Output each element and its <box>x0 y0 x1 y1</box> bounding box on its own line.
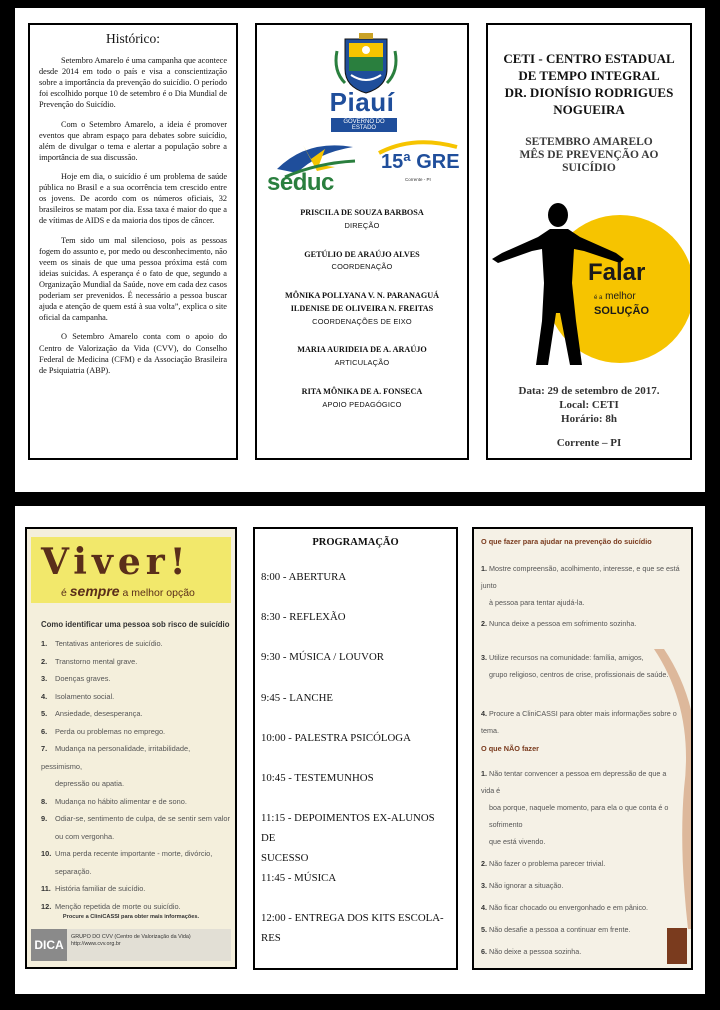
help-heading: O que fazer para ajudar na prevenção do suicídio <box>481 537 652 546</box>
staff-name: RITA MÔNIKA DE A. FONSECA <box>301 386 423 396</box>
dica-bar <box>31 929 231 961</box>
theme-line: SUICÍDIO <box>562 161 616 174</box>
schedule-item: 8:00 - ABERTURA <box>261 571 347 583</box>
list-item: 5. Não desafie a pessoa a continuar em frente. <box>481 925 631 934</box>
corner-decoration <box>667 928 687 964</box>
gre-logo <box>373 137 461 197</box>
theme-line: MÊS DE PREVENÇÃO AO <box>519 148 659 161</box>
dica-label: DICA <box>31 929 67 961</box>
list-item: 3. Utilize recursos na comunidade: família, amigos, <box>481 653 644 662</box>
schedule-item: 9:45 - LANCHE <box>261 691 333 704</box>
list-item: 2. Nunca deixe a pessoa em sofrimento sozinha. <box>481 619 637 628</box>
list-item-continuation: separação. <box>55 866 92 876</box>
staff-role: DIREÇÃO <box>344 220 380 230</box>
melhor-word: melhor <box>605 291 636 302</box>
programacao-panel <box>253 527 458 970</box>
dont-list <box>481 765 681 960</box>
list-item: 7. Mudança na personalidade, irritabilidade, pessimismo, <box>41 744 191 771</box>
brochure-inside <box>15 506 705 994</box>
event-info <box>488 385 690 426</box>
staff-entry <box>257 290 467 327</box>
cover-panel <box>486 23 692 460</box>
staff-role: COORDENAÇÕES DE EIXO <box>312 316 412 326</box>
historico-paragraph: O Setembro Amarelo conta com o apoio do Centro de Valorização da Vida (CVV), do Conselho Federal de Medicina (CFM) e da Associação Brasileira de Psiquiatria (ABP). <box>39 332 227 375</box>
help-list <box>481 649 681 683</box>
historico-paragraph: Tem sido um mal silencioso, pois as pessoas fogem do assunto e, por medo ou desconhecimento, não veem os sinais de que uma pessoa próxima está com ideias suicidas. A esperança é o fato de que, segundo a Organização Mundial da Saúde, nove em cada dez casos poderiam ser prevenidos. É necessário a pessoa buscar ajuda e atenção de quem está à sua volta”, explica o site oficial da campanha. <box>39 235 227 323</box>
staff-role: APOIO PEDAGÓGICO <box>322 399 402 409</box>
list-item-continuation: boa porque, naquele momento, para ela o que conta é o sofrimento <box>489 803 669 829</box>
staff-entry <box>257 386 467 411</box>
viver-title: Viver! <box>41 541 191 583</box>
list-item: 10. Uma perda recente importante - morte, divórcio, <box>41 849 213 858</box>
staff-entry <box>257 207 467 232</box>
event-city: Corrente – PI <box>556 437 622 449</box>
staff-name: ILDENISE DE OLIVEIRA N. FREITAS <box>290 303 434 313</box>
viver-sub-rest: a melhor opção <box>122 587 195 599</box>
seduc-logo-text: seduc <box>267 169 334 196</box>
staff-role: ARTICULAÇÃO <box>334 358 390 368</box>
list-item: 6. Perda ou problemas no emprego. <box>41 726 166 736</box>
piaui-logo-subtitle: GOVERNO DO ESTADO <box>331 118 397 132</box>
gre-location: Corrente - PI <box>405 177 431 182</box>
school-name-line: DR. DIONÍSIO RODRIGUES <box>504 84 674 100</box>
historico-paragraph: Hoje em dia, o suicídio é um problema de saúde pública no Brasil e a sua ocorrência tem crescido entre os jovens. De acordo com os números oficiais, 32 brasileiros se matam por dia. Essa taxa é maior do que a de vítimas de AIDS e da maioria dos tipos de câncer. <box>39 171 227 226</box>
gre-logo-text: 15ª GRE <box>381 151 460 173</box>
list-item-continuation: à pessoa para tentar ajudá-la. <box>489 598 585 607</box>
list-item: 12. Menção repetida de morte ou suicídio. <box>41 901 181 911</box>
school-name-line: DE TEMPO INTEGRAL <box>518 67 660 83</box>
list-item: 2. Transtorno mental grave. <box>41 656 138 666</box>
schedule-item: 10:00 - PALESTRA PSICÓLOGA <box>261 731 411 744</box>
risk-heading: Como identificar uma pessoa sob risco de suicídio <box>41 620 230 629</box>
list-item: 4. Não ficar chocado ou envergonhado e em pânico. <box>481 903 649 912</box>
historico-paragraph: Com o Setembro Amarelo, a ideia é promover eventos que abram espaço para debates sobre suicídio, além de divulgar o tema e alertar a população sobre a importância de sua discussão. <box>39 119 227 162</box>
help-list <box>481 560 681 611</box>
staff-name: PRISCILA DE SOUZA BARBOSA <box>300 208 424 217</box>
list-item: 9. Odiar-se, sentimento de culpa, de se sentir sem valor <box>41 814 230 823</box>
event-time: Horário: 8h <box>561 412 617 425</box>
melhor-text <box>594 291 636 302</box>
coat-of-arms-icon <box>331 31 401 95</box>
event-place: Local: CETI <box>559 398 619 411</box>
help-panel <box>472 527 693 970</box>
staff-entry <box>257 249 467 274</box>
schedule-item: 12:00 - ENTREGA DOS KITS ESCOLA- RES <box>261 912 444 945</box>
list-item: 3. Doenças graves. <box>41 674 111 683</box>
dica-text <box>71 934 191 949</box>
list-item: 1. Não tentar convencer a pessoa em depressão de que a vida é <box>481 769 667 795</box>
school-name-line: NOGUEIRA <box>553 101 625 117</box>
list-item-continuation: ou com vergonha. <box>55 831 115 841</box>
list-item: 4. Isolamento social. <box>41 691 115 701</box>
staff-list <box>257 207 467 427</box>
school-name-line: CETI - CENTRO ESTADUAL <box>503 51 675 66</box>
staff-name: MÔNIKA POLLYANA V. N. PARANAGUÁ <box>284 291 440 301</box>
seduc-logo <box>267 139 357 197</box>
list-item: 4. Procure a CliniCASSI para obter mais informações sobre o tema. <box>481 709 677 735</box>
schedule-item: 11:15 - DEPOIMENTOS EX-ALUNOS DE SUCESSO <box>261 812 435 865</box>
brochure-outside <box>15 8 705 492</box>
historico-title: Histórico: <box>106 31 160 46</box>
help-list <box>481 705 681 739</box>
campaign-theme <box>488 136 690 175</box>
programacao-title: PROGRAMAÇÃO <box>312 537 399 548</box>
staff-panel <box>255 23 469 460</box>
list-item: 8. Mudança no hábito alimentar e de sono. <box>41 796 187 806</box>
help-list <box>481 615 681 632</box>
piaui-logo-text: Piauí <box>329 87 395 117</box>
list-item-continuation: depressão ou apatia. <box>55 779 125 788</box>
schedule-item: 9:30 - MÚSICA / LOUVOR <box>261 651 384 664</box>
e-a-text: é a <box>594 295 603 301</box>
historico-paragraph: Setembro Amarelo é uma campanha que acontece desde 2014 em todo o país e visa a conscientização sobre a importância da prevenção do suicídio. O período foi escolhido porque 10 de setembro é o Dia Mundial de Prevenção do Suicídio. <box>39 56 227 110</box>
dica-link: http://www.cvv.org.br <box>71 941 121 948</box>
list-item-continuation: que está vivendo. <box>489 837 546 846</box>
list-item: 6. Não deixe a pessoa sozinha. <box>481 947 582 956</box>
viver-banner <box>31 537 231 603</box>
viver-sub-sempre: sempre <box>69 583 120 599</box>
solucao-text: SOLUÇÃO <box>594 305 649 317</box>
list-item: 11. História familiar de suicídio. <box>41 884 146 893</box>
list-item-continuation: grupo religioso, centros de crise, profissionais de saúde. <box>489 670 669 679</box>
event-date: Data: 29 de setembro de 2017. <box>518 385 660 397</box>
viver-subtitle <box>61 583 195 599</box>
help-heading-not: O que NÃO fazer <box>481 744 539 753</box>
risk-list <box>41 635 231 915</box>
dica-line: GRUPO DO CVV (Centro de Valorização da Vida) <box>71 934 191 940</box>
staff-role: COORDENAÇÃO <box>331 262 393 272</box>
staff-entry <box>257 344 467 369</box>
list-item: 2. Não fazer o problema parecer trivial. <box>481 859 606 868</box>
staff-name: MARIA AURIDEIA DE A. ARAÚJO <box>297 345 427 355</box>
list-item: 1. Tentativas anteriores de suicídio. <box>41 639 163 648</box>
risk-signs-panel <box>25 527 237 969</box>
historico-panel <box>28 23 238 460</box>
schedule-item: 8:30 - REFLEXÃO <box>261 611 346 624</box>
schedule-item: 10:45 - TESTEMUNHOS <box>261 771 374 784</box>
staff-name: GETÚLIO DE ARAÚJO ALVES <box>304 249 420 259</box>
falar-text: Falar <box>588 259 646 286</box>
school-name <box>488 51 690 119</box>
clinicassi-note: Procure a CliniCASSI para obter mais informações. <box>62 914 200 920</box>
theme-line: SETEMBRO AMARELO <box>525 136 653 148</box>
list-item: 1. Mostre compreensão, acolhimento, interesse, e que se está junto <box>481 564 680 590</box>
list-item: 3. Não ignorar a situação. <box>481 881 564 890</box>
schedule-item: 11:45 - MÚSICA <box>261 872 337 885</box>
list-item: 5. Ansiedade, desesperança. <box>41 709 143 718</box>
viver-sub-e: é <box>61 587 67 599</box>
